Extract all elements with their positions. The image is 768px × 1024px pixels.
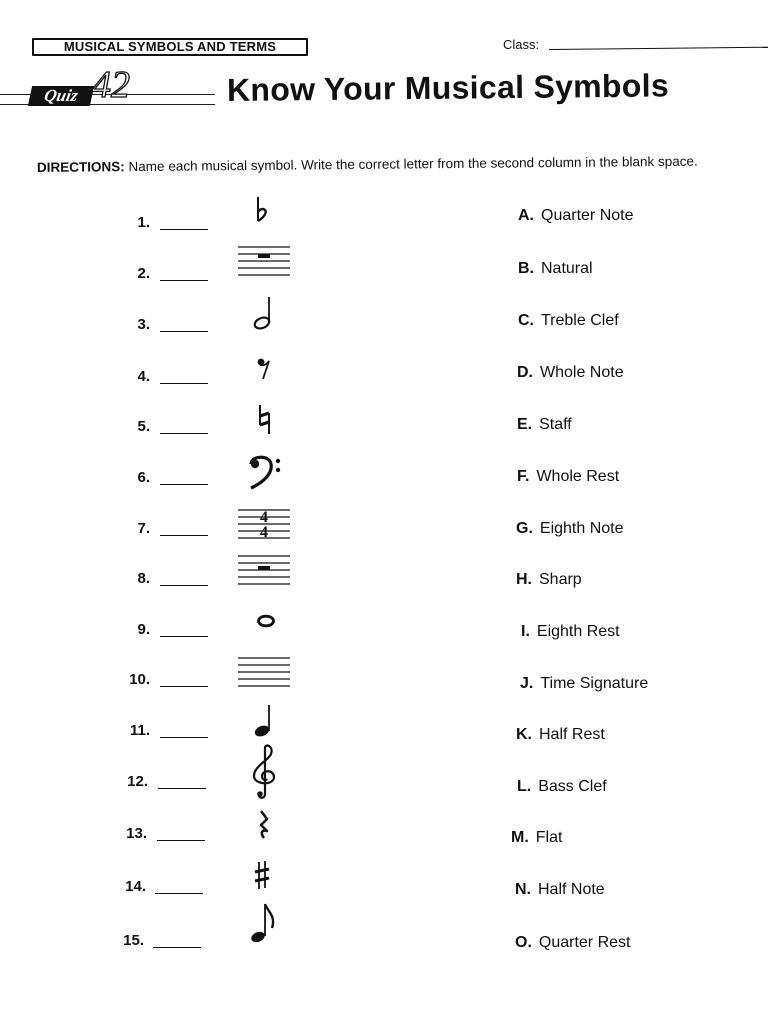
question-number: 2. <box>137 265 150 282</box>
answer-letter: I. <box>521 623 530 640</box>
answer-letter: B. <box>518 260 534 277</box>
answer-option <box>517 364 624 382</box>
answer-text: Flat <box>535 829 563 846</box>
time-signature-icon <box>238 504 290 544</box>
whole-note-icon <box>257 614 275 628</box>
eighth-note-icon <box>250 902 278 944</box>
question-number: 13. <box>126 825 147 842</box>
answer-blank[interactable] <box>158 788 206 789</box>
answer-option <box>521 623 620 641</box>
class-label: Class: <box>503 37 540 52</box>
question-number: 8. <box>137 570 150 587</box>
question-number: 6. <box>137 469 150 486</box>
page-title: Know Your Musical Symbols <box>226 67 670 108</box>
answer-text: Time Signature <box>540 675 649 692</box>
answer-blank[interactable] <box>160 229 208 230</box>
quarter-rest-icon <box>256 810 272 840</box>
half-rest-icon <box>238 552 290 588</box>
answer-text: Whole Note <box>540 364 624 381</box>
question-number: 9. <box>137 621 150 638</box>
answer-blank[interactable] <box>160 535 208 536</box>
answer-letter: K. <box>516 726 532 743</box>
staff-icon <box>238 654 290 690</box>
answer-option <box>517 778 607 796</box>
answer-text: Sharp <box>539 571 582 588</box>
answer-option <box>515 934 630 952</box>
bass-clef-icon <box>248 454 284 490</box>
answer-option <box>511 829 562 847</box>
answer-option <box>516 726 605 744</box>
quiz-label: Quiz <box>28 86 94 106</box>
answer-letter: M. <box>511 829 529 846</box>
answer-option <box>517 416 572 434</box>
whole-rest-icon <box>238 243 290 279</box>
class-blank-line[interactable] <box>549 47 768 50</box>
answer-blank[interactable] <box>160 686 208 687</box>
answer-text: Quarter Rest <box>538 934 631 951</box>
question-number: 10. <box>129 671 150 688</box>
answer-text: Bass Clef <box>538 778 607 795</box>
answer-blank[interactable] <box>160 433 208 434</box>
answer-text: Quarter Note <box>541 207 634 224</box>
question-number: 3. <box>137 316 150 333</box>
answer-text: Half Rest <box>539 726 605 743</box>
answer-blank[interactable] <box>155 893 203 894</box>
answer-option <box>518 207 633 225</box>
answer-blank[interactable] <box>160 585 208 586</box>
answer-blank[interactable] <box>160 331 208 332</box>
answer-option <box>516 520 624 538</box>
answer-text: Eighth Rest <box>536 623 620 640</box>
sharp-icon <box>254 860 270 890</box>
answer-text: Natural <box>541 260 593 277</box>
quarter-note-icon <box>252 704 276 738</box>
question-number: 1. <box>137 214 150 231</box>
answer-option <box>515 881 605 899</box>
answer-letter: F. <box>517 468 530 485</box>
answer-letter: J. <box>520 675 534 692</box>
answer-option <box>517 468 619 486</box>
unit-title-banner: MUSICAL SYMBOLS AND TERMS <box>32 38 308 56</box>
question-number: 14. <box>125 878 146 895</box>
question-number: 5. <box>137 418 150 435</box>
answer-blank[interactable] <box>160 280 208 281</box>
natural-icon <box>258 404 272 436</box>
answer-option <box>518 260 593 278</box>
answer-blank[interactable] <box>160 383 208 384</box>
answer-blank[interactable] <box>160 636 208 637</box>
treble-clef-icon <box>250 744 280 800</box>
answer-letter: C. <box>518 312 534 329</box>
question-number: 11. <box>129 722 150 739</box>
answer-letter: H. <box>516 571 532 588</box>
answer-option <box>516 571 582 589</box>
quiz-number: 42 <box>92 64 130 106</box>
answer-option <box>520 675 648 693</box>
question-number: 7. <box>137 520 150 537</box>
question-number: 12. <box>127 773 148 790</box>
answer-blank[interactable] <box>160 484 208 485</box>
answer-text: Treble Clef <box>541 312 619 329</box>
answer-blank[interactable] <box>153 947 201 948</box>
answer-text: Eighth Note <box>539 520 624 537</box>
directions-label: DIRECTIONS: <box>36 159 125 175</box>
answer-letter: G. <box>516 520 533 537</box>
flat-icon <box>254 196 272 226</box>
directions-text: Name each musical symbol. Write the correct letter from the second column in the blank space. <box>128 153 698 175</box>
eighth-rest-icon <box>256 357 272 383</box>
answer-letter: L. <box>517 778 532 795</box>
answer-letter: A. <box>518 207 534 224</box>
answer-option <box>518 312 619 330</box>
answer-letter: E. <box>517 416 533 433</box>
answer-blank[interactable] <box>160 737 208 738</box>
question-number: 4. <box>137 368 150 385</box>
answer-letter: D. <box>517 364 533 381</box>
directions <box>37 153 757 175</box>
answer-blank[interactable] <box>157 840 205 841</box>
time-signature-bottom: 4 <box>260 524 268 541</box>
answer-text: Whole Rest <box>536 468 620 485</box>
time-signature-top: 4 <box>260 509 268 526</box>
answer-letter: N. <box>515 881 531 898</box>
half-note-icon <box>252 296 276 330</box>
question-number: 15. <box>123 932 144 949</box>
answer-text: Staff <box>539 416 572 433</box>
answer-letter: O. <box>515 934 532 951</box>
answer-text: Half Note <box>538 881 605 898</box>
